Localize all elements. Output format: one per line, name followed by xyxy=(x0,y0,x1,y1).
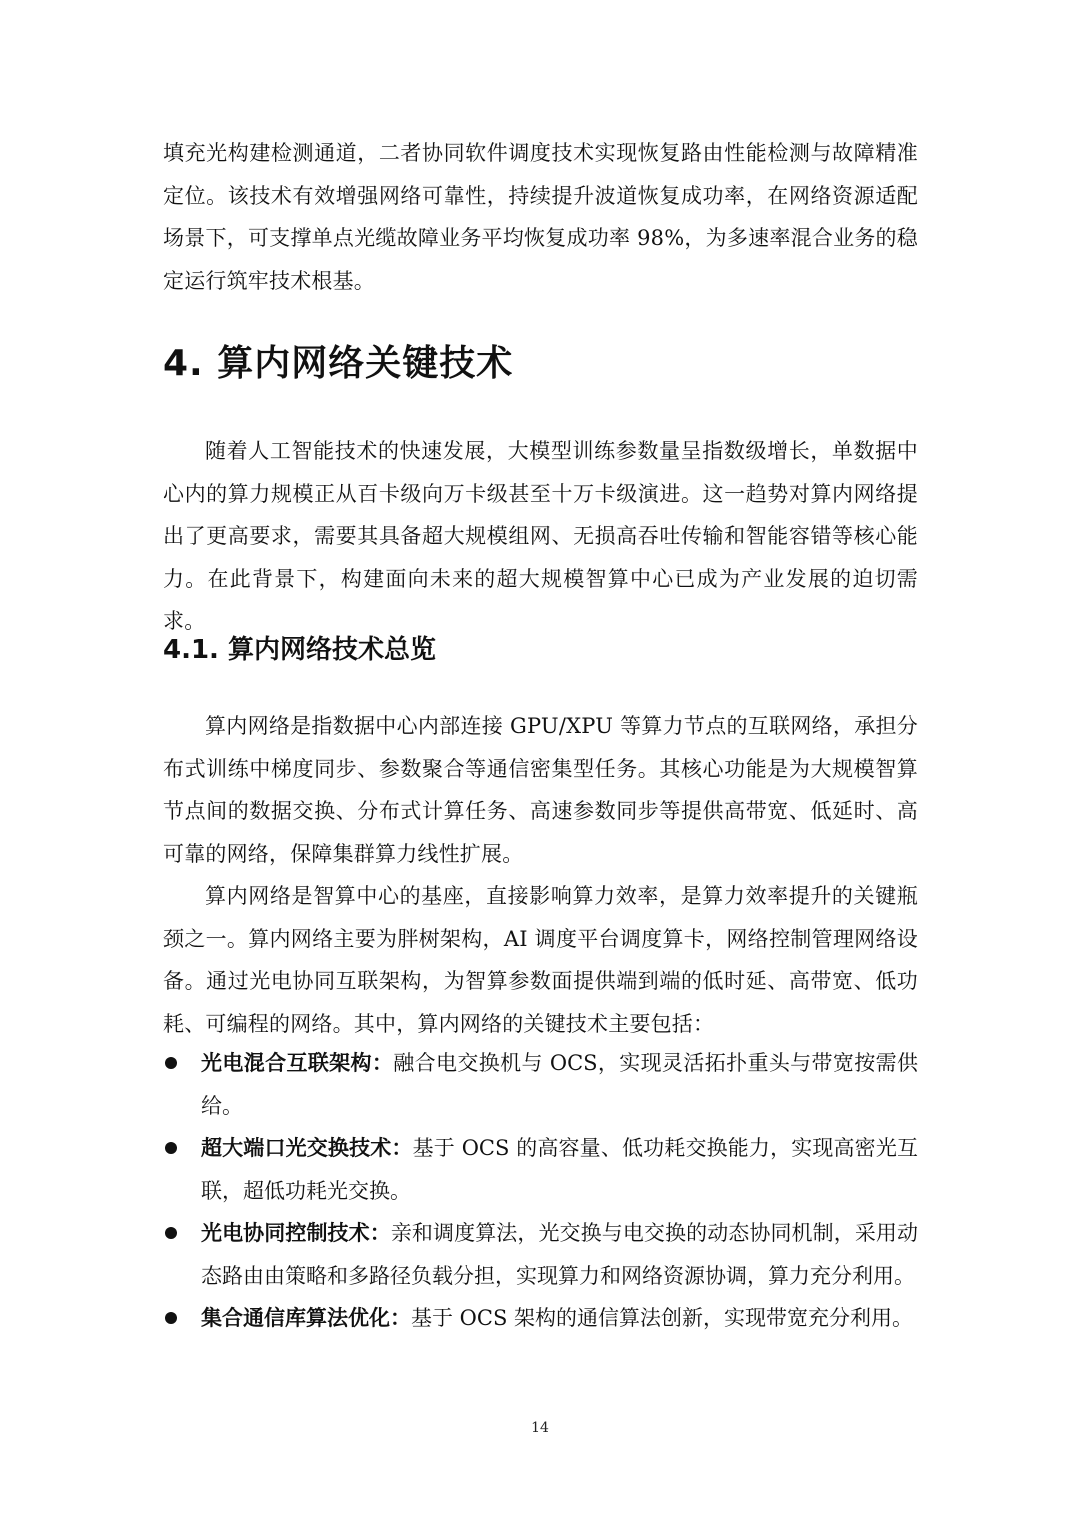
bullet-text: 亲和调度算法，光交换与电交换的动态协同机制，采用动态路由由策略和多路径负载分担，实现算力和网络资源协调，算力充分利用。 xyxy=(201,1221,919,1288)
bullet-dot-icon xyxy=(165,1057,177,1069)
bullet-term: 集合通信库算法优化： xyxy=(201,1306,411,1330)
section-paragraph: 随着人工智能技术的快速发展，大模型训练参数量呈指数级增长，单数据中心内的算力规模正从百卡级向万卡级甚至十万卡级演进。这一趋势对算内网络提出了更高要求，需要其具备超大规模组网、无损高吞吐传输和智能容错等核心能力。在此背景下，构建面向未来的超大规模智算中心已成为产业发展的迫切需求。 xyxy=(163,439,918,633)
bullet-term: 光电混合互联架构： xyxy=(201,1051,394,1075)
section-intro-block xyxy=(163,430,918,643)
subsection-body xyxy=(163,705,918,1045)
list-item xyxy=(163,1042,918,1127)
bullet-text: 基于 OCS 的高容量、低功耗交换能力，实现高密光互联，超低功耗光交换。 xyxy=(201,1136,918,1203)
bullet-dot-icon xyxy=(165,1142,177,1154)
section-heading: 4. 算内网络关键技术 xyxy=(163,343,514,384)
page-number: 14 xyxy=(531,1420,549,1436)
subsection-paragraph-1: 算内网络是指数据中心内部连接 GPU/XPU 等算力节点的互联网络，承担分布式训练中梯度同步、参数聚合等通信密集型任务。其核心功能是为大规模智算节点间的数据交换、分布式计算任务、高速参数同步等提供高带宽、低延时、高可靠的网络，保障集群算力线性扩展。 xyxy=(163,714,918,866)
list-item xyxy=(163,1127,918,1212)
bullet-dot-icon xyxy=(165,1227,177,1239)
list-item xyxy=(163,1297,918,1340)
list-item xyxy=(163,1212,918,1297)
key-technologies-list xyxy=(163,1042,918,1340)
bullet-dot-icon xyxy=(165,1312,177,1324)
intro-block xyxy=(163,132,918,302)
intro-paragraph: 填充光构建检测通道，二者协同软件调度技术实现恢复路由性能检测与故障精准定位。该技术有效增强网络可靠性，持续提升波道恢复成功率，在网络资源适配场景下，可支撑单点光缆故障业务平均恢复成功率 98%，为多速率混合业务的稳定运行筑牢技术根基。 xyxy=(163,141,918,293)
bullet-term: 光电协同控制技术： xyxy=(201,1221,391,1245)
subsection-heading: 4.1. 算内网络技术总览 xyxy=(163,635,436,665)
bullet-text: 融合电交换机与 OCS，实现灵活拓扑重头与带宽按需供给。 xyxy=(201,1051,919,1118)
bullet-term: 超大端口光交换技术： xyxy=(201,1136,413,1160)
subsection-paragraph-2: 算内网络是智算中心的基座，直接影响算力效率，是算力效率提升的关键瓶颈之一。算内网络主要为胖树架构，AI 调度平台调度算卡，网络控制管理网络设备。通过光电协同互联架构，为智算参数面提供端到端的低时延、高带宽、低功耗、可编程的网络。其中，算内网络的关键技术主要包括： xyxy=(163,884,918,1036)
bullet-text: 基于 OCS 架构的通信算法创新，实现带宽充分利用。 xyxy=(411,1306,914,1330)
